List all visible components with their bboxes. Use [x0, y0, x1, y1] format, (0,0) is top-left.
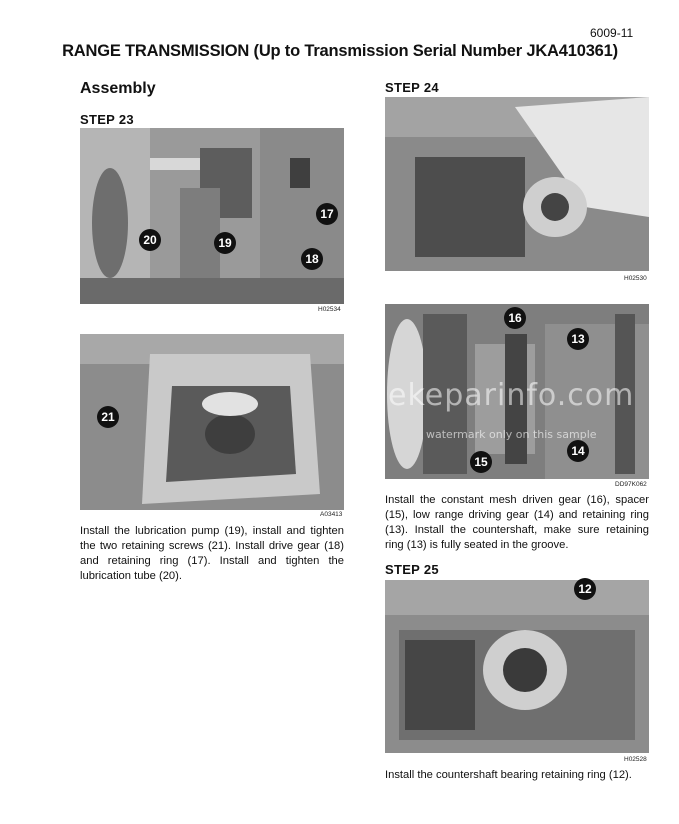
photo-step-23-housing	[80, 334, 344, 510]
callout-17: 17	[316, 203, 338, 225]
step-24-instructions: Install the constant mesh driven gear (16), spacer (15), low range driving gear (14) and retaining ring (13). Install the countershaft, make sure retaining ring (13) is fully seated in the groove.	[385, 494, 649, 551]
watermark-main: ekeparinfo.com	[388, 378, 635, 413]
callout-19: 19	[214, 232, 236, 254]
step-25-instructions: Install the countershaft bearing retaining ring (12).	[385, 769, 632, 781]
callout-12: 12	[574, 578, 596, 600]
photo-step-24-bearing	[385, 97, 649, 271]
figure-id-h02528: H02528	[624, 756, 647, 763]
figure-id-dd97k062: DD97K062	[615, 481, 647, 488]
page-title: RANGE TRANSMISSION (Up to Transmission Serial Number JKA410361)	[62, 42, 618, 60]
watermark-sub: watermark only on this sample	[426, 428, 597, 441]
step-23-label: STEP 23	[80, 112, 134, 127]
step-23-instructions: Install the lubrication pump (19), install and tighten the two retaining screws (21). Install drive gear (18) and retaining ring (17). Install and tighten the lubrication tube (20).	[80, 525, 344, 582]
figure-id-h02534: H02534	[318, 306, 341, 313]
callout-15: 15	[470, 451, 492, 473]
photo-step-23-pump	[80, 128, 344, 304]
figure-id-a03413: A03413	[320, 511, 343, 518]
callout-20: 20	[139, 229, 161, 251]
callout-14: 14	[567, 440, 589, 462]
section-heading: Assembly	[80, 80, 156, 97]
callout-16: 16	[504, 307, 526, 329]
page-number: 6009-11	[590, 26, 634, 40]
callout-18: 18	[301, 248, 323, 270]
photo-step-25-ring	[385, 580, 649, 753]
figure-id-h02530: H02530	[624, 275, 647, 282]
callout-21: 21	[97, 406, 119, 428]
step-25-label: STEP 25	[385, 562, 439, 577]
callout-13: 13	[567, 328, 589, 350]
step-24-label: STEP 24	[385, 80, 439, 95]
